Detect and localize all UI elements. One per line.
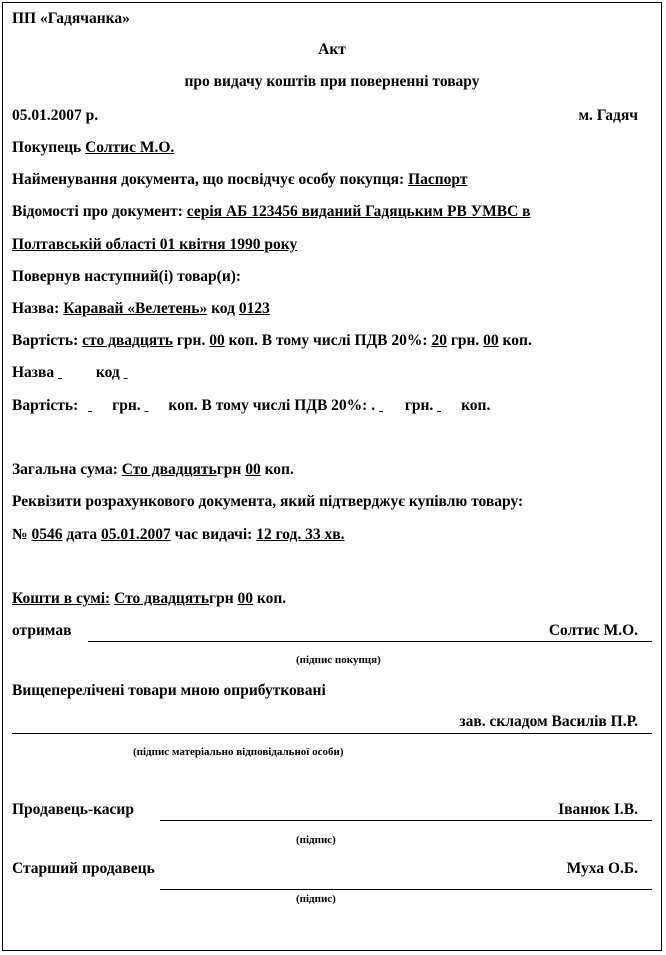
item1-code-value: 0123 bbox=[238, 300, 270, 317]
item1-cost-label: Вартість: bbox=[12, 332, 79, 349]
received-label: отримав bbox=[12, 622, 72, 639]
buyer-label: Покупець bbox=[12, 139, 82, 156]
item1-name-row bbox=[12, 300, 652, 318]
senior-signature-line bbox=[160, 889, 652, 890]
act-city: м. Гадяч bbox=[578, 107, 638, 124]
item1-vat-uah: 20 bbox=[431, 332, 447, 349]
act-date: 05.01.2007 р. bbox=[12, 107, 99, 124]
item2-vat-uah: грн. bbox=[404, 397, 434, 414]
stock-name: зав. складом Василів П.Р. bbox=[459, 713, 638, 730]
received-row bbox=[12, 622, 652, 640]
document-info-label: Відомості про документ: bbox=[12, 203, 183, 220]
item2-cost-row bbox=[12, 397, 652, 415]
cashier-row bbox=[12, 801, 652, 819]
document-subtitle: про видачу коштів при поверненні товару bbox=[184, 73, 480, 90]
document-info-row bbox=[12, 203, 652, 221]
item2-vat-label: В тому числі ПДВ 20%: bbox=[201, 397, 368, 414]
cashier-label: Продавець-касир bbox=[12, 801, 134, 818]
funds-kop: коп. bbox=[256, 590, 287, 607]
total-kop-value: 00 bbox=[245, 461, 261, 478]
funds-words: Сто двадцять bbox=[114, 590, 210, 607]
item1-kop-value: 00 bbox=[209, 332, 225, 349]
cashier-name: Іванюк І.В. bbox=[558, 801, 638, 818]
received-name: Солтис М.О. bbox=[548, 622, 638, 639]
document-info-value-1: серія АБ 123456 виданий Гадяцьким РВ УМВС в bbox=[186, 203, 531, 220]
total-kop: коп. bbox=[264, 461, 294, 478]
receipt-time-label: час видачі: bbox=[174, 526, 253, 543]
id-document-value: Паспорт bbox=[408, 171, 468, 188]
stock-signature-line bbox=[12, 733, 652, 734]
document-info-value-2: Полтавській області 01 квітня 1990 року bbox=[12, 236, 298, 253]
funds-label: Кошти в сумі: bbox=[12, 590, 111, 607]
company-name: ПП «Гадячанка» bbox=[12, 10, 130, 27]
item1-name-label: Назва: bbox=[12, 300, 60, 317]
item1-code-label: код bbox=[211, 300, 235, 317]
document-title: Акт bbox=[318, 41, 346, 58]
funds-uah: грн bbox=[209, 590, 234, 607]
id-document-row bbox=[12, 171, 652, 189]
item2-vat-dot: . bbox=[371, 397, 376, 414]
total-label: Загальна сума: bbox=[12, 461, 118, 478]
received-caption: (підпис покупця) bbox=[296, 654, 381, 666]
receipt-date-label: дата bbox=[66, 526, 98, 543]
id-document-label: Найменування документа, що посвідчує особу покупця: bbox=[12, 171, 405, 188]
total-words: Сто двадцять bbox=[121, 461, 217, 478]
date-city-row bbox=[12, 107, 652, 125]
receipt-no-label: № bbox=[12, 526, 28, 543]
item2-kop-blank bbox=[145, 397, 165, 415]
item2-uah: грн. bbox=[112, 397, 141, 414]
cashier-signature-line bbox=[160, 820, 652, 821]
item1-vat-label: В тому числі ПДВ 20%: bbox=[261, 332, 428, 349]
funds-row bbox=[12, 590, 652, 608]
item1-cost-row bbox=[12, 332, 652, 350]
funds-kop-value: 00 bbox=[237, 590, 254, 607]
item1-vat-kop: 00 bbox=[483, 332, 499, 349]
item2-vat-kop-blank bbox=[437, 397, 457, 415]
senior-caption: (підпис) bbox=[296, 893, 336, 905]
returned-label: Повернув наступний(і) товар(и): bbox=[12, 268, 242, 285]
senior-label: Старший продавець bbox=[12, 860, 155, 877]
item2-cost-label: Вартість: bbox=[12, 397, 79, 414]
item2-name-row bbox=[12, 364, 652, 382]
item2-cost-blank bbox=[88, 397, 112, 415]
buyer-row bbox=[12, 139, 652, 157]
item1-vat-uah-label: грн. bbox=[450, 332, 480, 349]
total-row bbox=[12, 461, 652, 479]
receipt-no-value: 0546 bbox=[31, 526, 63, 543]
total-uah: грн bbox=[216, 461, 242, 478]
senior-name: Муха О.Б. bbox=[566, 860, 638, 877]
item2-vat-kop: коп. bbox=[461, 397, 491, 414]
item2-name-blank bbox=[58, 364, 92, 382]
senior-row bbox=[12, 860, 652, 878]
document-info-row-2 bbox=[12, 236, 652, 254]
received-signature-line bbox=[88, 641, 652, 642]
item2-name-label: Назва bbox=[12, 364, 55, 381]
item2-vat-uah-blank bbox=[379, 397, 401, 415]
receipt-label: Реквізити розрахункового документа, який підтверджує купівлю товару: bbox=[12, 493, 524, 510]
item1-cost-words: сто двадцять bbox=[82, 332, 173, 349]
stock-caption: (підпис матеріально відповідальної особи) bbox=[133, 746, 344, 758]
receipt-row bbox=[12, 526, 652, 544]
item1-vat-kop-label: коп. bbox=[502, 332, 532, 349]
item2-code-blank bbox=[124, 364, 162, 382]
stock-label: Вищеперелічені товари мною оприбутковані bbox=[12, 682, 326, 699]
receipt-date-value: 05.01.2007 bbox=[100, 526, 171, 543]
item2-code-label: код bbox=[95, 364, 120, 381]
buyer-value: Солтис М.О. bbox=[85, 139, 175, 156]
receipt-time-value: 12 год. 33 хв. bbox=[256, 526, 345, 543]
item1-uah: грн. bbox=[176, 332, 206, 349]
item1-name-value: Каравай «Велетень» bbox=[63, 300, 208, 317]
item2-kop: коп. bbox=[168, 397, 198, 414]
item1-kop: коп. bbox=[228, 332, 258, 349]
cashier-caption: (підпис) bbox=[296, 834, 336, 846]
